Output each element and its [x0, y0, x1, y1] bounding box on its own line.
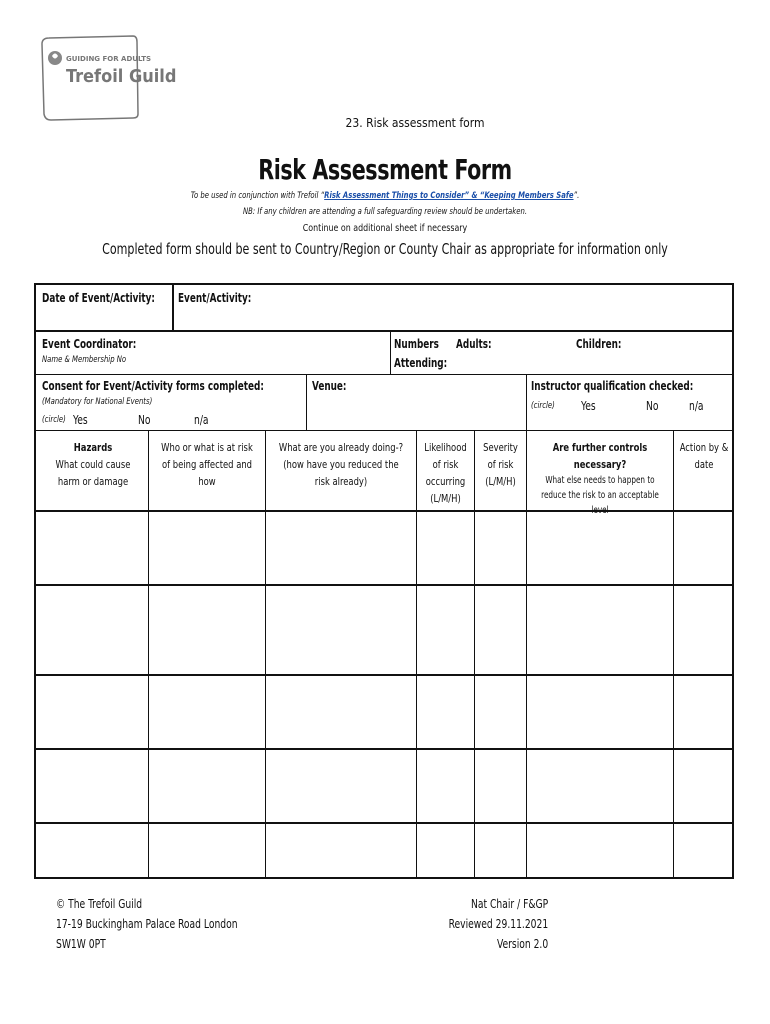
date-field-label: Date of Event/Activity: [42, 291, 155, 305]
footer-street: 17-19 Buckingham Palace Road London [56, 917, 238, 931]
consent-option-no[interactable]: No [138, 413, 151, 427]
consent-hint: (Mandatory for National Events) [42, 397, 153, 407]
consent-circle-hint: (circle) [42, 415, 66, 425]
children-label: Children: [576, 337, 622, 351]
page-title: Risk Assessment Form [258, 153, 512, 186]
header-current-controls: What are you already doing-? (how have you reduced the risk already) [278, 441, 404, 488]
nb-note: NB: If any children are attending a full safeguarding review should be undertaken. [242, 207, 528, 217]
table-row[interactable] [36, 824, 732, 879]
attending-label: Attending: [394, 356, 448, 370]
guidance-link[interactable]: Risk Assessment Things to Consider” & “Keeping Members Safe [324, 191, 574, 201]
numbers-label: Numbers [394, 337, 439, 351]
header-further-controls: Are further controls necessary? What else needs to happen to reduce the risk to an acceptable level [541, 441, 659, 516]
trefoil-guild-logo [41, 34, 177, 120]
footer-reviewed: Reviewed 29.11.2021 [448, 917, 548, 931]
consent-field-label: Consent for Event/Activity forms completed: [42, 379, 264, 393]
header-likelihood: Likelihood of risk occurring (L/M/H) [424, 441, 467, 505]
logo-wordmark: Trefoil Guild [66, 66, 177, 87]
header-who-at-risk: Who or what is at risk of being affected and how [161, 441, 253, 488]
footer-version: Version 2.0 [496, 937, 548, 951]
event-field-label: Event/Activity: [178, 291, 252, 305]
risk-assessment-table [34, 283, 734, 879]
adults-label: Adults: [456, 337, 492, 351]
consent-option-yes[interactable]: Yes [73, 413, 88, 427]
table-row[interactable] [36, 676, 732, 748]
table-row[interactable] [36, 512, 732, 584]
instructor-field-label: Instructor qualification checked: [531, 379, 694, 393]
header-severity: Severity of risk (L/M/H) [483, 441, 518, 488]
instructor-option-na[interactable]: n/a [689, 399, 704, 413]
coordinator-hint: Name & Membership No [42, 355, 127, 365]
instructor-option-yes[interactable]: Yes [581, 399, 596, 413]
header-hazards: Hazards What could cause harm or damage [55, 441, 131, 488]
form-number: 23. Risk assessment form [345, 116, 485, 130]
instructor-option-no[interactable]: No [646, 399, 659, 413]
consent-option-na[interactable]: n/a [194, 413, 209, 427]
table-row[interactable] [36, 750, 732, 822]
header-action-by: Action by & date [679, 441, 729, 471]
instructor-circle-hint: (circle) [531, 401, 555, 411]
subtitle: To be used in conjunction with Trefoil “Risk Assessment Things to Consider” & “Keeping Members Safe”. [190, 191, 580, 201]
footer-postcode: SW1W 0PT [56, 937, 106, 951]
footer-version-info [448, 894, 548, 954]
footer-address [56, 894, 238, 954]
completed-instruction: Completed form should be sent to Country/Region or County Chair as appropriate for information only [102, 240, 668, 258]
table-row[interactable] [36, 586, 732, 674]
footer-copyright: © The Trefoil Guild [56, 897, 143, 911]
continue-note: Continue on additional sheet if necessary [302, 223, 468, 234]
coordinator-field-label: Event Coordinator: [42, 337, 137, 351]
logo-tagline: GUIDING FOR ADULTS [66, 55, 152, 63]
footer-owner: Nat Chair / F&GP [470, 897, 548, 911]
venue-field-label: Venue: [312, 379, 347, 393]
